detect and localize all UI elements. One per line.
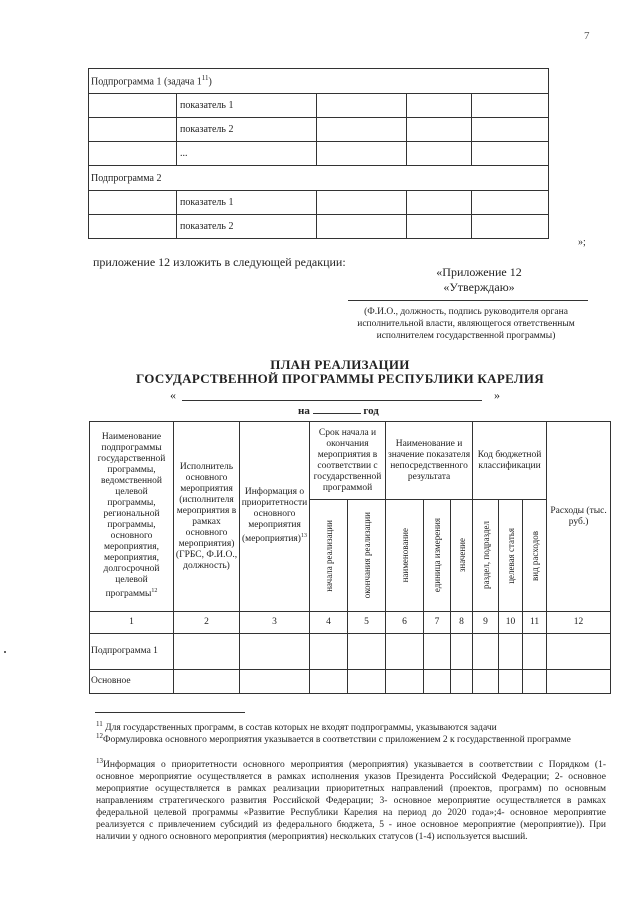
indicator-cell: показатель 1 — [177, 191, 317, 215]
plan-title — [120, 358, 560, 386]
on-label: на — [298, 405, 310, 417]
footnote-12: $^{12}$Формулировка основного мероприятия указывается в соответствии с приложением 2 к государственной программе — [96, 732, 571, 746]
column-number: 3 — [240, 612, 310, 634]
header-name: Наименование подпрограммы государственной программы, ведомственной целевой программы, региональной программы, основного мероприятия, мероприятия, долгосрочной целевой программы$^{12}$ — [90, 422, 174, 612]
header-executor: Исполнитель основного мероприятия (исполнителя мероприятия в рамках основного мероприятия) (ГРБС, Ф.И.О., должность) — [174, 422, 240, 612]
column-number: 4 — [310, 612, 348, 634]
row-subprogram-1: Подпрограмма 1 — [90, 634, 174, 670]
signature-caption: (Ф.И.О., должность, подпись руководителя органа исполнительной власти, являющегося ответственным исполнителем государственной программы) — [357, 307, 575, 341]
year-blank — [313, 413, 361, 414]
indicator-cell: показатель 2 — [177, 215, 317, 239]
header-priority: Информация о приоритетности основного мероприятия (мероприятия)$^{13}$ — [240, 422, 310, 612]
subheader-expense-type: вид расходов — [529, 530, 540, 581]
column-number: 7 — [424, 612, 451, 634]
subheader-name: наименование — [399, 528, 410, 583]
table-row — [89, 94, 549, 118]
column-number: 2 — [174, 612, 240, 634]
header-result: Наименование и значение показателя непосредственного результата — [386, 422, 473, 500]
footnote-separator — [95, 712, 245, 713]
subheader-section: раздел, подраздел — [480, 521, 491, 590]
plan-title-line-2: ГОСУДАРСТВЕННОЙ ПРОГРАММЫ РЕСПУБЛИКИ КАРЕЛИЯ — [136, 371, 544, 386]
signature-line — [348, 300, 588, 301]
subheader-target: целевая статья — [505, 527, 516, 584]
subheader-start: начала реализации — [323, 519, 334, 592]
footnote-13: $^{13}$Информация о приоритетности основного мероприятия (мероприятия) указывается в соответствии с Порядком (1- основное мероприятие осуществляется в рамках исполнения указов Президента Российской Федерации; 2- основное мероприятие осуществляется в рамках реализации приоритетных направлений (проектов, программ) по основным направлениям стратегического развития Российской Федерации; 3- основное мероприятие осуществляется в рамках федеральной целевой программы «Развитие Республики Карелия на период до 2020 года»;4- основное мероприятие реализуется с привлечением субсидий из федерального бюджета, 5 - иное основное мероприятие (мероприятие)). При наличии у одного основного мероприятия (мероприятия) нескольких статусов (1-4) используется высший. — [96, 757, 606, 843]
header-expenses: Расходы (тыс. руб.) — [547, 422, 611, 612]
table-row — [89, 142, 549, 166]
table-row — [89, 166, 549, 191]
header-row — [90, 422, 611, 500]
header-term: Срок начала и окончания мероприятия в соответствии с государственной программой — [310, 422, 386, 500]
column-number: 8 — [451, 612, 473, 634]
row-main-activity: Основное — [90, 670, 174, 694]
table-row — [90, 670, 611, 694]
column-number: 1 — [90, 612, 174, 634]
year-row — [298, 405, 379, 417]
scan-speck — [4, 651, 6, 653]
table-row — [89, 118, 549, 142]
column-number: 9 — [473, 612, 499, 634]
column-number: 10 — [499, 612, 523, 634]
plan-title-line-1: ПЛАН РЕАЛИЗАЦИИ — [270, 357, 410, 372]
table-row — [89, 215, 549, 239]
column-number: 11 — [523, 612, 547, 634]
subprogram-1-label: Подпрограмма 1 (задача $1^{11}$) — [89, 69, 549, 94]
page-number: 7 — [584, 30, 590, 42]
instruction-text: приложение 12 изложить в следующей редакции: — [93, 255, 346, 269]
subheader-end: окончания реализации — [361, 512, 372, 599]
footnote-11: $^{11}$ Для государственных программ, в состав которых не входят подпрограммы, указываются задачи — [96, 720, 497, 734]
subheader-value: значение — [456, 538, 467, 573]
column-numbers-row — [90, 612, 611, 634]
header-kbk: Код бюджетной классификации — [473, 422, 547, 500]
quote-close: » — [494, 388, 500, 402]
closing-quote: »; — [578, 237, 586, 248]
table-row — [89, 69, 549, 94]
indicator-cell: показатель 1 — [177, 94, 317, 118]
year-label: год — [363, 405, 379, 417]
program-name-line — [182, 400, 482, 401]
subheader-unit: единица измерения — [432, 518, 443, 593]
indicators-table — [88, 68, 549, 239]
subprogram-2-label: Подпрограмма 2 — [89, 166, 549, 191]
plan-table — [89, 421, 611, 694]
indicator-cell: показатель 2 — [177, 118, 317, 142]
column-number: 6 — [386, 612, 424, 634]
appendix-title: «Приложение 12 — [436, 265, 522, 279]
column-number: 5 — [348, 612, 386, 634]
appendix-block — [424, 265, 534, 295]
ellipsis-cell: ... — [177, 142, 317, 166]
table-row — [89, 191, 549, 215]
quote-open: « — [170, 388, 176, 402]
column-number: 12 — [547, 612, 611, 634]
approval-label: «Утверждаю» — [443, 280, 515, 294]
table-row — [90, 634, 611, 670]
